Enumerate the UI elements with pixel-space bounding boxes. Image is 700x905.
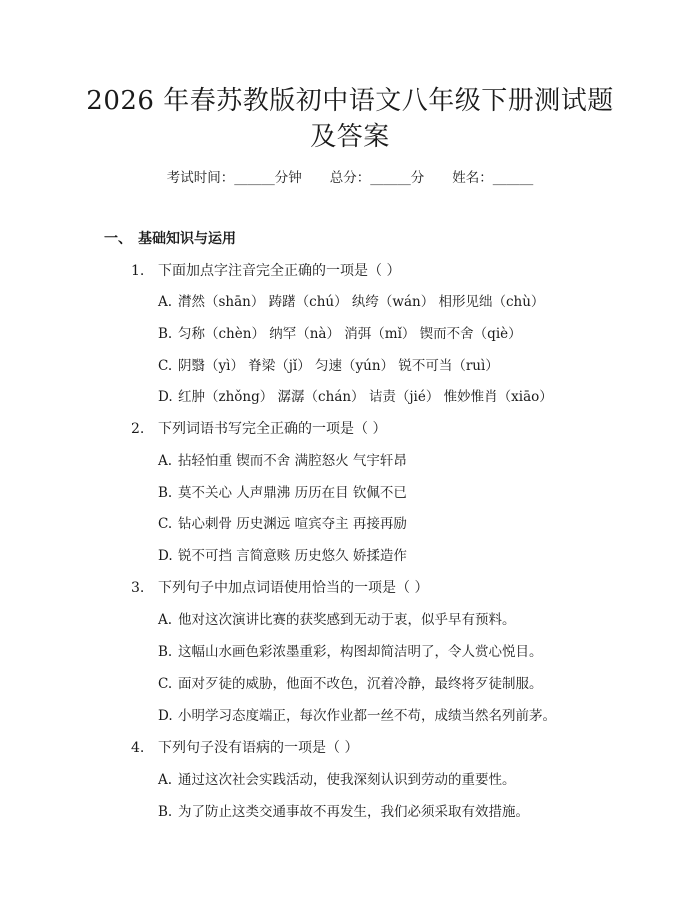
- exam-info: [0, 168, 700, 188]
- question-text: 下列词语书写完全正确的一项是（ ）: [158, 421, 387, 437]
- option-text: 拈轻怕重 锲而不舍 满腔怒火 气宇轩昂: [178, 453, 407, 469]
- option-label: D.: [158, 389, 173, 405]
- option: [158, 451, 407, 471]
- option: [158, 387, 553, 407]
- exam-time: 考试时间：______分钟: [166, 170, 302, 186]
- exam-name: 姓名：______: [452, 170, 534, 186]
- option-label: B.: [158, 485, 173, 501]
- exam-score: 总分：______分: [329, 170, 425, 186]
- section-heading: [104, 229, 236, 249]
- question-number: 4.: [131, 740, 145, 756]
- option-text: 小明学习态度端正，每次作业都一丝不苟，成绩当然名列前茅。: [178, 708, 556, 724]
- doc-title-line2: 及答案: [310, 122, 390, 152]
- option-label: A.: [158, 294, 173, 310]
- option: [158, 483, 407, 503]
- option-text: 通过这次社会实践活动，使我深刻认识到劳动的重要性。: [178, 772, 516, 788]
- section-number: 一、: [104, 231, 132, 247]
- option: [158, 292, 544, 312]
- option: [158, 770, 516, 790]
- option-text: 匀称（chèn） 纳罕（nà） 消弭（mǐ） 锲而不舍（qiè）: [178, 326, 522, 342]
- option: [158, 610, 516, 630]
- question-text: 下列句子没有语病的一项是（ ）: [158, 740, 359, 756]
- option-text: 潸然（shān） 踌躇（chú） 纨绔（wán） 相形见绌（chù）: [178, 294, 545, 310]
- option: [158, 546, 407, 566]
- question: [131, 738, 358, 758]
- doc-title-line1: 2026 年春苏教版初中语文八年级下册测试题: [86, 86, 614, 116]
- question: [131, 578, 428, 598]
- option-text: 钻心刺骨 历史渊远 喧宾夺主 再接再励: [178, 516, 407, 532]
- option-text: 莫不关心 人声鼎沸 历历在目 钦佩不已: [178, 485, 407, 501]
- question-number: 3.: [131, 580, 145, 596]
- option-text: 红肿（zhǒng） 潺潺（chán） 诘责（jié） 惟妙惟肖（xiāo）: [178, 389, 553, 405]
- question: [131, 261, 400, 281]
- option: [158, 356, 499, 376]
- option-label: C.: [158, 358, 173, 374]
- option: [158, 324, 522, 344]
- option: [158, 514, 407, 534]
- option: [158, 674, 543, 694]
- question-text: 下面加点字注音完全正确的一项是（ ）: [158, 263, 401, 279]
- option-label: D.: [158, 548, 173, 564]
- option-label: B.: [158, 326, 173, 342]
- option-label: A.: [158, 612, 173, 628]
- option-label: A.: [158, 453, 173, 469]
- question-text: 下列句子中加点词语使用恰当的一项是（ ）: [158, 580, 429, 596]
- question: [131, 419, 386, 439]
- option-label: B.: [158, 644, 173, 660]
- option-text: 阴翳（yì） 脊梁（jǐ） 匀速（yún） 锐不可当（ruì）: [178, 358, 499, 374]
- option: [158, 642, 543, 662]
- option-label: B.: [158, 804, 173, 820]
- section-title: 基础知识与运用: [138, 231, 236, 247]
- question-number: 1.: [131, 263, 145, 279]
- option-text: 这幅山水画色彩浓墨重彩，构图却简洁明了，令人赏心悦目。: [178, 644, 543, 660]
- option-label: A.: [158, 772, 173, 788]
- option-label: D.: [158, 708, 173, 724]
- option-label: C.: [158, 676, 173, 692]
- option: [158, 802, 529, 822]
- option-text: 锐不可挡 言简意赅 历史悠久 娇揉造作: [178, 548, 407, 564]
- option-label: C.: [158, 516, 173, 532]
- option-text: 面对歹徒的威胁，他面不改色，沉着冷静，最终将歹徒制服。: [178, 676, 543, 692]
- option-text: 为了防止这类交通事故不再发生，我们必须采取有效措施。: [178, 804, 529, 820]
- option: [158, 706, 556, 726]
- option-text: 他对这次演讲比赛的获奖感到无动于衷，似乎早有预料。: [178, 612, 516, 628]
- question-number: 2.: [131, 421, 145, 437]
